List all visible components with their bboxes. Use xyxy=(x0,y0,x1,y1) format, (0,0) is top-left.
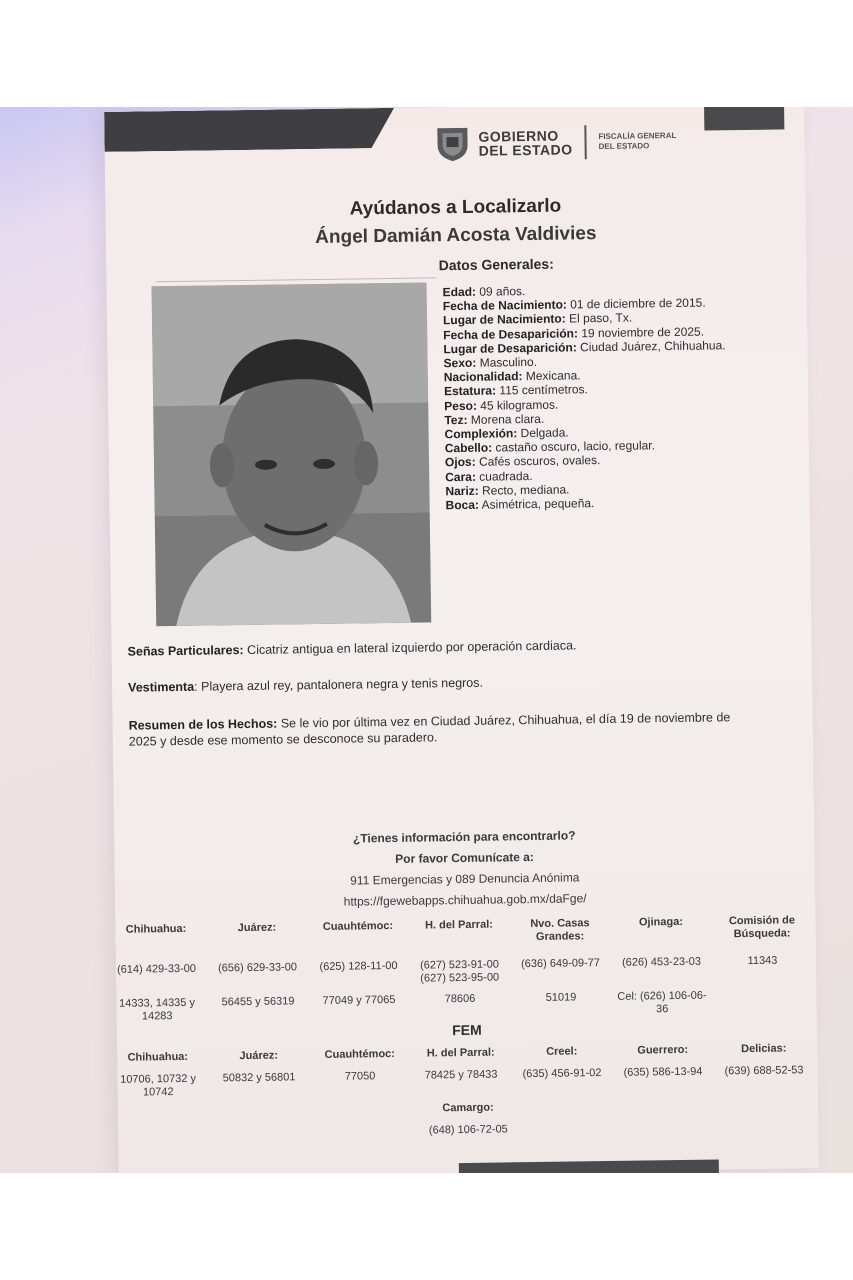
resumen-label: Resumen de los Hechos: xyxy=(128,716,278,733)
fem-value: 10706, 10732 y 10742 xyxy=(120,1072,197,1099)
field-label: Lugar de Nacimiento: xyxy=(442,311,566,328)
vestimenta-value: : Playera azul rey, pantalonera negra y tenis negros. xyxy=(194,675,484,694)
footer-banner xyxy=(459,1159,719,1173)
field-value: Ciudad Juárez, Chihuahua. xyxy=(576,338,726,355)
header-banner-left xyxy=(104,108,395,152)
government-logo xyxy=(434,122,676,163)
office-extension xyxy=(712,988,813,1015)
fem-header: Delicias: xyxy=(741,1042,787,1056)
fem-value-row xyxy=(108,1064,818,1100)
office-extension: 14333, 14335 y 14283 xyxy=(119,996,196,1023)
field-value: Cafés oscuros, ovales. xyxy=(475,453,601,470)
field-label: Fecha de Nacimiento: xyxy=(442,297,567,314)
field-value: 01 de diciembre de 2015. xyxy=(566,295,706,312)
office-header: Nvo. Casas Grandes: xyxy=(530,917,590,943)
senas-particulares xyxy=(128,635,748,660)
field-label: Edad: xyxy=(442,284,477,300)
office-phone: (636) 649-09-77 xyxy=(520,957,601,971)
fem-header-row xyxy=(107,1042,817,1065)
fiscalia-line2: DEL ESTADO xyxy=(598,141,650,152)
office-extension: 56455 y 56319 xyxy=(221,995,295,1009)
field-label: Cabello: xyxy=(444,440,493,456)
field-value: 115 centímetros. xyxy=(495,382,588,398)
field-label: Estatura: xyxy=(443,383,497,399)
fem-title: FEM xyxy=(452,1021,482,1039)
portrait-photo xyxy=(152,282,432,626)
field-label: Ojos: xyxy=(444,455,476,470)
field-value: 19 noviembre de 2025. xyxy=(577,324,705,340)
person-name: Ángel Damián Acosta Valdivies xyxy=(315,223,597,248)
gov-name-line1: GOBIERNO xyxy=(478,127,559,145)
office-header: Chihuahua: xyxy=(125,922,187,936)
field-label: Cara: xyxy=(445,469,476,484)
office-phone: (614) 429-33-00 xyxy=(117,962,197,976)
contact-emergency: 911 Emergencias y 089 Denuncia Anónima xyxy=(350,870,580,888)
header-banner-right xyxy=(704,107,784,131)
field-value: Masculino. xyxy=(476,354,538,370)
field-value: Recto, mediana. xyxy=(478,482,570,498)
vestimenta-label: Vestimenta xyxy=(128,679,195,695)
field-label: Nariz: xyxy=(445,483,479,499)
fem-header: H. del Parral: xyxy=(426,1046,495,1060)
field-label: Sexo: xyxy=(443,355,477,371)
fem-header: Creel: xyxy=(546,1045,578,1058)
field-label: Lugar de Desaparición: xyxy=(443,340,577,357)
contact-question: ¿Tienes información para encontrarlo? xyxy=(352,828,576,846)
field-value: Mexicana. xyxy=(522,368,581,384)
field-label: Peso: xyxy=(444,398,477,413)
fem-value: 77050 xyxy=(344,1070,376,1083)
field-value: Delgada. xyxy=(517,425,569,441)
office-extension: 78606 xyxy=(444,992,476,1006)
office-header: Juárez: xyxy=(237,921,277,935)
vestimenta xyxy=(128,671,748,696)
office-extension: 77049 y 77065 xyxy=(322,993,396,1007)
office-header: H. del Parral: xyxy=(424,918,493,932)
fem-value: 50832 y 56801 xyxy=(222,1071,296,1085)
office-phone: (627) 523-91-00 (627) 523-95-00 xyxy=(419,958,500,985)
field-value: castaño oscuro, lacio, regular. xyxy=(492,438,655,455)
fiscalia-line1: FISCALÍA GENERAL xyxy=(598,130,677,142)
office-phone: (656) 629-33-00 xyxy=(218,961,298,975)
shield-icon xyxy=(434,125,471,163)
field-boca xyxy=(446,494,736,512)
field-label: Tez: xyxy=(444,412,468,428)
fem-value: 78425 y 78433 xyxy=(424,1068,498,1082)
contact-call: Por favor Comunícate a: xyxy=(395,850,534,866)
fem-header: Cuauhtémoc: xyxy=(324,1047,395,1061)
field-label: Nacionalidad: xyxy=(443,369,523,385)
resumen-hechos xyxy=(129,709,749,750)
field-label: Boca: xyxy=(445,497,480,513)
flyer-title: Ayúdanos a Localizarlo xyxy=(349,195,562,220)
contact-info xyxy=(114,822,815,916)
fem-header: Chihuahua: xyxy=(127,1050,189,1064)
fem-value: (639) 688-52-53 xyxy=(724,1064,804,1078)
office-extension: 51019 xyxy=(545,991,577,1004)
office-header: Cuauhtémoc: xyxy=(322,919,394,933)
office-phone: (625) 128-11-00 xyxy=(319,959,398,974)
missing-person-flyer xyxy=(104,107,819,1173)
contact-url: https://fgewebapps.chihuahua.gob.mx/daFge/ xyxy=(343,891,587,909)
office-phone: 11343 xyxy=(747,954,778,968)
office-header: Ojinaga: xyxy=(638,915,684,929)
field-label: Fecha de Desaparición: xyxy=(443,325,579,342)
fem-header: Guerrero: xyxy=(637,1043,689,1057)
field-value: 09 años. xyxy=(475,284,526,299)
camargo-label: Camargo: xyxy=(442,1101,494,1115)
fem-table xyxy=(107,1042,817,1099)
offices-table xyxy=(105,914,815,1023)
office-extension: Cel: (626) 106-06-36 xyxy=(617,989,707,1016)
office-header: Comisión de Búsqueda: xyxy=(728,914,796,941)
gov-name-line2: DEL ESTADO xyxy=(478,141,573,159)
field-value: Morena clara. xyxy=(467,411,545,427)
senas-value: Cicatriz antigua en lateral izquierdo por operación cardiaca. xyxy=(243,638,577,658)
offices-header-row xyxy=(105,914,815,950)
senas-label: Señas Particulares: xyxy=(127,643,244,659)
field-value: cuadrada. xyxy=(475,468,533,484)
field-value: Asimétrica, pequeña. xyxy=(478,496,595,512)
fem-value: (635) 456-91-02 xyxy=(522,1067,602,1081)
office-phone: (626) 453-23-03 xyxy=(621,955,702,969)
fem-header: Juárez: xyxy=(239,1049,279,1063)
camargo-phone: (648) 106-72-05 xyxy=(428,1123,508,1137)
general-data-list xyxy=(443,281,736,512)
photo-frame xyxy=(0,107,853,1173)
fem-value: (635) 586-13-94 xyxy=(623,1065,703,1079)
field-label: Complexión: xyxy=(444,426,518,442)
offices-phone-row xyxy=(106,954,816,990)
section-heading: Datos Generales: xyxy=(438,255,554,274)
resumen-value: Se le vio por última vez en Ciudad Juárez, Chihuahua, el día 19 de noviembre de 2025 y desde ese momento se desconoce su paradero. xyxy=(128,710,731,749)
field-value: 45 kilogramos. xyxy=(476,397,559,413)
logo-divider xyxy=(584,125,586,159)
heading-rule xyxy=(156,277,436,282)
field-value: El paso, Tx. xyxy=(565,310,633,326)
